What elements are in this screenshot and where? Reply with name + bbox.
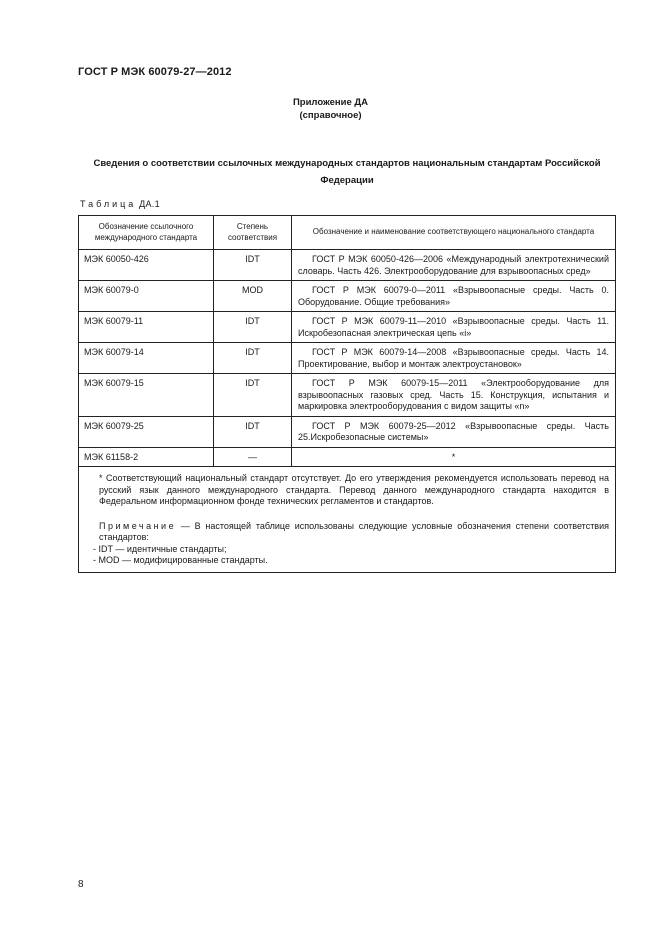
cell-code: МЭК 61158-2 bbox=[79, 447, 214, 467]
national-text: ГОСТ Р МЭК 60079-14—2008 «Взрывоопасные среды. Часть 14. Проектирование, выбор и монтаж электроустановок» bbox=[298, 347, 609, 369]
cell-degree: IDT bbox=[214, 250, 292, 281]
page-number: 8 bbox=[78, 879, 84, 890]
cell-national bbox=[292, 343, 616, 374]
table-row bbox=[79, 250, 616, 281]
table-row bbox=[79, 312, 616, 343]
annex-type: (справочное) bbox=[299, 110, 362, 121]
cell-code: МЭК 60079-0 bbox=[79, 281, 214, 312]
table-footnote bbox=[79, 467, 616, 573]
cell-national bbox=[292, 416, 616, 447]
cell-national bbox=[292, 281, 616, 312]
table-caption-prefix: Таблица bbox=[80, 199, 137, 209]
note-label: Примечание bbox=[99, 520, 177, 531]
header-degree: Степень соответствия bbox=[214, 216, 292, 250]
table-row bbox=[79, 447, 616, 467]
table-row bbox=[79, 416, 616, 447]
table-row bbox=[79, 374, 616, 417]
note-paragraph bbox=[85, 521, 609, 544]
cell-national bbox=[292, 312, 616, 343]
table-row bbox=[79, 281, 616, 312]
legend-item-idt: - IDT — идентичные стандарты; bbox=[93, 543, 227, 554]
cell-degree: IDT bbox=[214, 343, 292, 374]
cell-code: МЭК 60079-11 bbox=[79, 312, 214, 343]
cell-degree: MOD bbox=[214, 281, 292, 312]
header-international-standard: Обозначение ссылочного международного стандарта bbox=[79, 216, 214, 250]
annex-title: Приложение ДА bbox=[292, 97, 369, 108]
national-text: ГОСТ Р МЭК 60050-426—2006 «Международный электротехнический словарь. Часть 426. Электрооборудование для взрывоопасных сред» bbox=[298, 254, 609, 276]
standard-header: ГОСТ Р МЭК 60079-27—2012 bbox=[78, 66, 232, 78]
national-text: ГОСТ Р МЭК 60079-25—2012 «Взрывоопасные среды. Часть 25.Искробезопасные системы» bbox=[298, 420, 609, 442]
table-row bbox=[79, 343, 616, 374]
asterisk-note: * Соответствующий национальный стандарт отсутствует. До его утверждения рекомендуется использовать перевод на русский язык данного международного стандарта. Перевод данного международного стандарта находится в Федеральном информационном фонде технических регламентов и стандартов. bbox=[99, 473, 609, 506]
cell-code: МЭК 60079-14 bbox=[79, 343, 214, 374]
correspondence-table bbox=[78, 215, 616, 573]
legend-item-mod: - MOD — модифицированные стандарты. bbox=[93, 555, 268, 565]
table-footnote-row bbox=[79, 467, 616, 573]
cell-degree: IDT bbox=[214, 312, 292, 343]
note-text: — В настоящей таблице использованы следующие условные обозначения степени соответствия стандартов: bbox=[99, 520, 609, 542]
table-caption-number: ДА.1 bbox=[139, 199, 160, 209]
table-caption bbox=[80, 199, 160, 209]
cell-code: МЭК 60079-25 bbox=[79, 416, 214, 447]
national-text: ГОСТ Р МЭК 60079-0—2011 «Взрывоопасные среды. Часть 0. Оборудование. Общие требования» bbox=[298, 285, 609, 307]
national-text: ГОСТ Р МЭК 60079-15—2011 «Электрооборудование для взрывоопасных газовых сред. Часть 15. Конструкция, испытания и маркировка электрооборудования с видом защиты «n» bbox=[298, 378, 609, 411]
cell-degree: — bbox=[214, 447, 292, 467]
cell-code: МЭК 60050-426 bbox=[79, 250, 214, 281]
cell-national bbox=[292, 374, 616, 417]
cell-national: * bbox=[292, 447, 616, 467]
header-national-standard: Обозначение и наименование соответствующего национального стандарта bbox=[292, 216, 616, 250]
section-heading: Сведения о соответствии ссылочных международных стандартов национальным стандартам Российской Федерации bbox=[93, 158, 601, 186]
national-text: ГОСТ Р МЭК 60079-11—2010 «Взрывоопасные среды. Часть 11. Искробезопасная электрическая цепь «i» bbox=[298, 316, 609, 338]
cell-national bbox=[292, 250, 616, 281]
annex-title-block bbox=[0, 96, 661, 122]
cell-code: МЭК 60079-15 bbox=[79, 374, 214, 417]
cell-degree: IDT bbox=[214, 416, 292, 447]
table-header-row bbox=[79, 216, 616, 250]
cell-degree: IDT bbox=[214, 374, 292, 417]
